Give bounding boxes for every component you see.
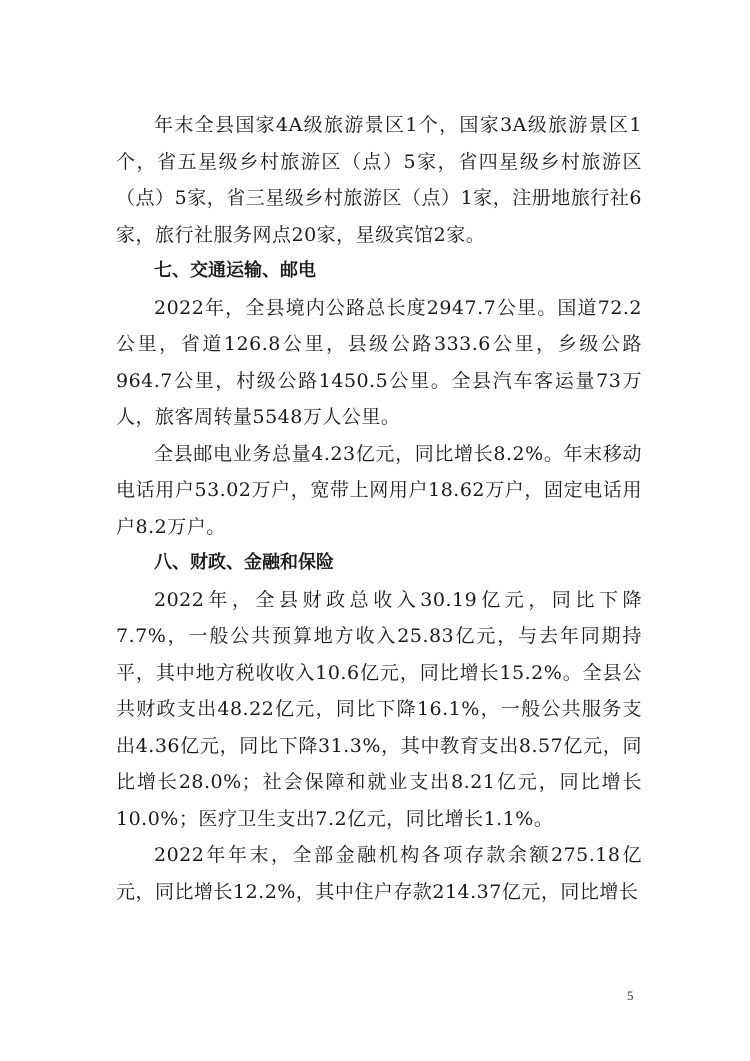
paragraph-deposits: 2022年年末，全部金融机构各项存款余额275.18亿元，同比增长12.2%，其中住户存款214.37亿元，同比增长 (116, 844, 642, 903)
section-heading-finance: 八、财政、金融和保险 (154, 552, 334, 573)
document-body (116, 107, 642, 910)
section-heading-transport: 七、交通运输、邮电 (154, 260, 316, 281)
page-number: 5 (627, 988, 634, 1003)
paragraph-telecom: 全县邮电业务总量4.23亿元，同比增长8.2%。年末移动电话用户53.02万户，宽带上网用户18.62万户，固定电话用户8.2万户。 (116, 442, 642, 538)
paragraph-roads: 2022年，全县境内公路总长度2947.7公里。国道72.2公里，省道126.8公里，县级公路333.6公里，乡级公路964.7公里，村级公路1450.5公里。全县汽车客运量73万人，旅客周转量5548万人公里。 (116, 296, 642, 428)
paragraph-fiscal: 2022年，全县财政总收入30.19亿元，同比下降7.7%，一般公共预算地方收入25.83亿元，与去年同期持平，其中地方税收收入10.6亿元，同比增长15.2%。全县公共财政支出48.22亿元，同比下降16.1%，一般公共服务支出4.36亿元，同比下降31.3%，其中教育支出8.57亿元，同比增长28.0%；社会保障和就业支出8.21亿元，同比增长10.0%；医疗卫生支出7.2亿元，同比增长1.1%。 (116, 588, 642, 830)
paragraph-tourism: 年末全县国家4A级旅游景区1个，国家3A级旅游景区1个，省五星级乡村旅游区（点）5家，省四星级乡村旅游区（点）5家，省三星级乡村旅游区（点）1家，注册地旅行社6家，旅行社服务网点20家，星级宾馆2家。 (116, 114, 642, 246)
